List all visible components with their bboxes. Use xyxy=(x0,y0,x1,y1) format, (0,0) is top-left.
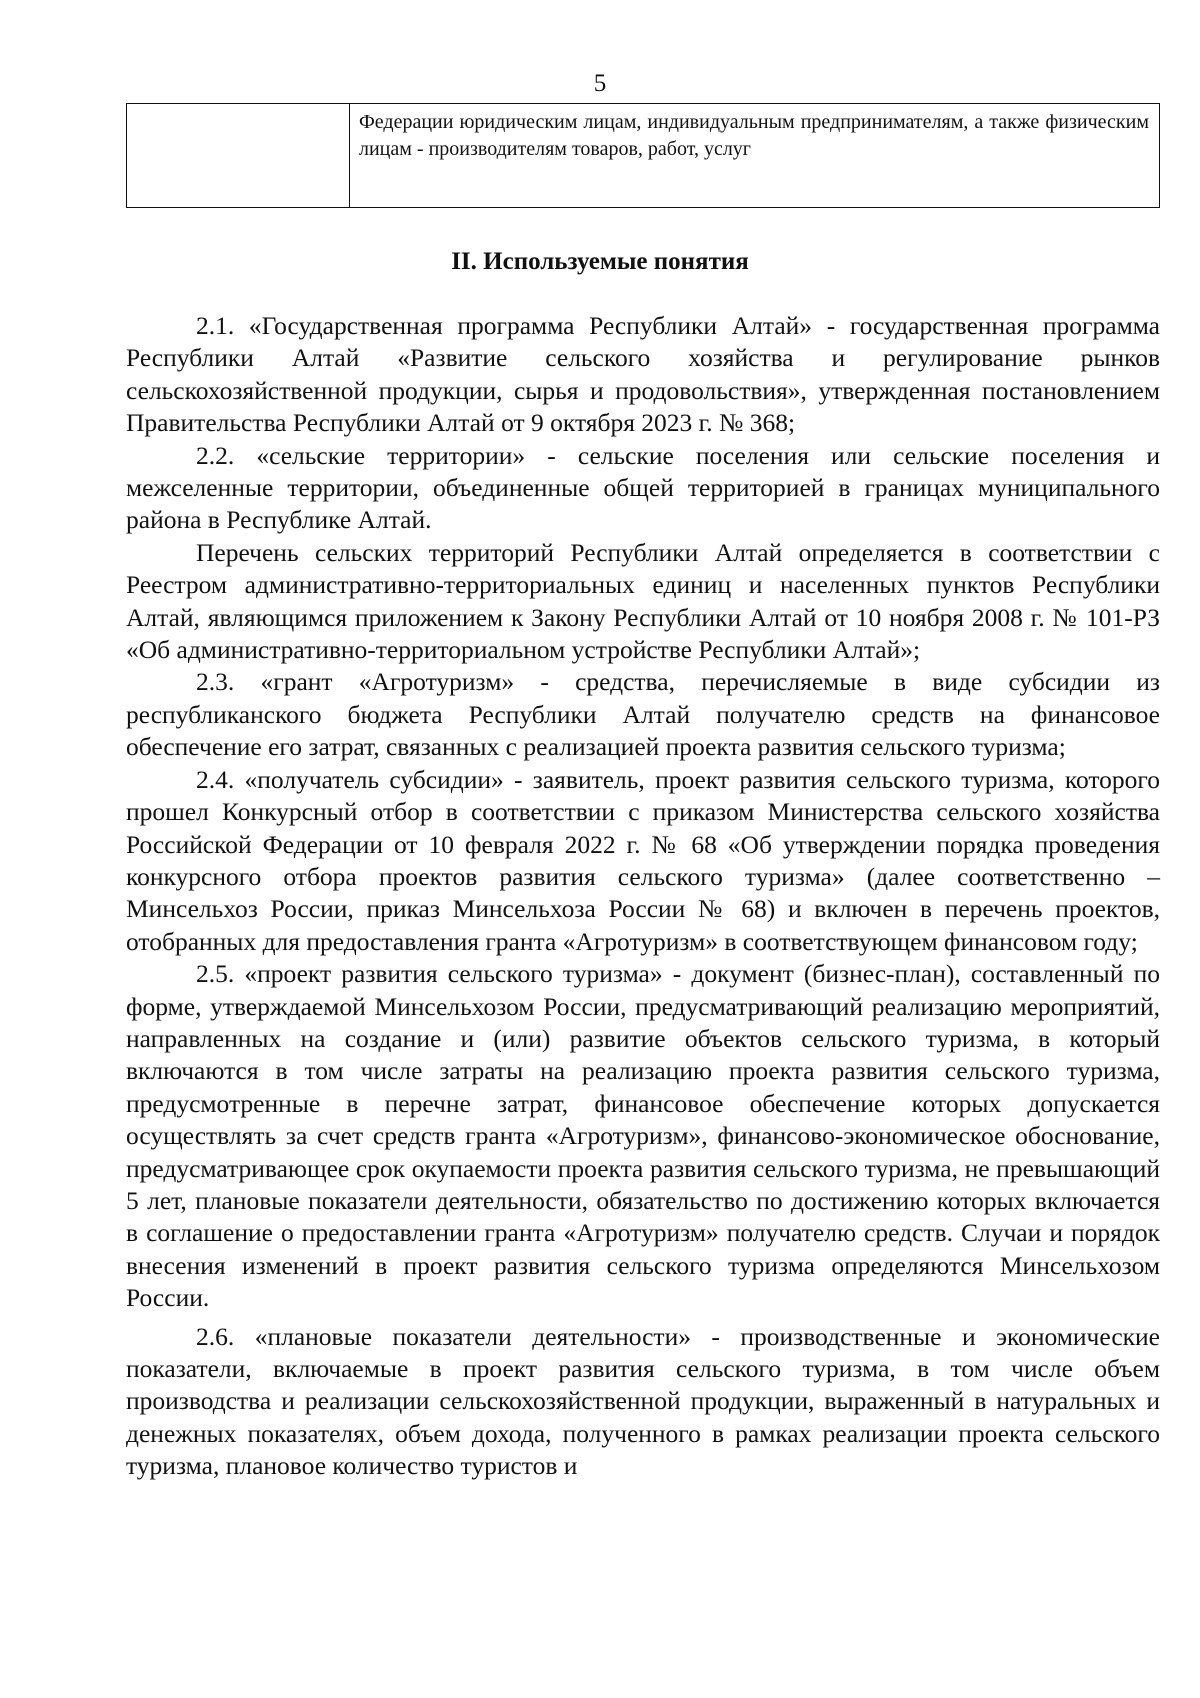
paragraph-territories-list: Перечень сельских территорий Республики Алтай определяется в соответствии с Реестром административно-территориальных единиц и населенных пунктов Республики Алтай, являющимся приложением к Закону Республики Алтай от 10 ноября 2008 г. № 101-РЗ «Об административно-территориальном устройстве Республики Алтай»; xyxy=(126,537,1160,665)
paragraph-2-4: 2.4. «получатель субсидии» - заявитель, проект развития сельского туризма, которого прошел Конкурсный отбор в соответствии с приказом Министерства сельского хозяйства Российской Федерации от 10 февраля 2022 г. № 68 «Об утверждении порядка проведения конкурсного отбора проектов развития сельского туризма» (далее соответственно – Минсельхоз России, приказ Минсельхоза России № 68) и включен в перечень проектов, отобранных для предоставления гранта «Агротуризм» в соответствующем финансовом году; xyxy=(126,764,1160,956)
table-right-cell: Федерации юридическим лицам, индивидуальным предпринимателям, а также физическим лицам - производителям товаров, работ, услуг xyxy=(359,111,1149,160)
section-title: II. Используемые понятия xyxy=(451,248,749,275)
paragraph-2-6: 2.6. «плановые показатели деятельности» - производственные и экономические показатели, включаемые в проект развития сельского туризма, в том числе объем производства и реализации сельскохозяйственной продукции, выраженный в натуральных и денежных показателях, объем дохода, полученного в рамках реализации проекта сельского туризма, плановое количество туристов и xyxy=(126,1321,1160,1481)
paragraph-2-3: 2.3. «грант «Агротуризм» - средства, перечисляемые в виде субсидии из республиканского бюджета Республики Алтай получателю средств на финансовое обеспечение его затрат, связанных с реализацией проекта развития сельского туризма; xyxy=(126,667,1160,762)
paragraph-2-5: 2.5. «проект развития сельского туризма» - документ (бизнес-план), составленный по форме, утверждаемой Минсельхозом России, предусматривающий реализацию мероприятий, направленных на создание и (или) развитие объектов сельского туризма, в который включаются в том числе затраты на реализацию проекта развития сельского туризма, предусмотренные в перечне затрат, финансовое обеспечение которых допускается осуществлять за счет средств гранта «Агротуризм», финансово-экономическое обоснование, предусматривающее срок окупаемости проекта развития сельского туризма, не превышающий 5 лет, плановые показатели деятельности, обязательство по достижению которых включается в соглашение о предоставлении гранта «Агротуризм» получателю средств. Случаи и порядок внесения изменений в проект развития сельского туризма определяются Минсельхозом России. xyxy=(126,959,1160,1313)
page-number: 5 xyxy=(593,70,607,97)
paragraph-2-1: 2.1. «Государственная программа Республики Алтай» - государственная программа Республики Алтай «Развитие сельского хозяйства и регулирование рынков сельскохозяйственной продукции, сырья и продовольствия», утвержденная постановлением Правительства Республики Алтай от 9 октября 2023 г. № 368; xyxy=(126,311,1160,438)
table-left-cell xyxy=(127,104,350,207)
document-body xyxy=(126,310,1160,1483)
continuation-table xyxy=(126,103,1160,208)
paragraph-2-2: 2.2. «сельские территории» - сельские поселения или сельские поселения и межселенные территории, объединенные общей территорией в границах муниципального района в Республике Алтай. xyxy=(126,440,1160,535)
